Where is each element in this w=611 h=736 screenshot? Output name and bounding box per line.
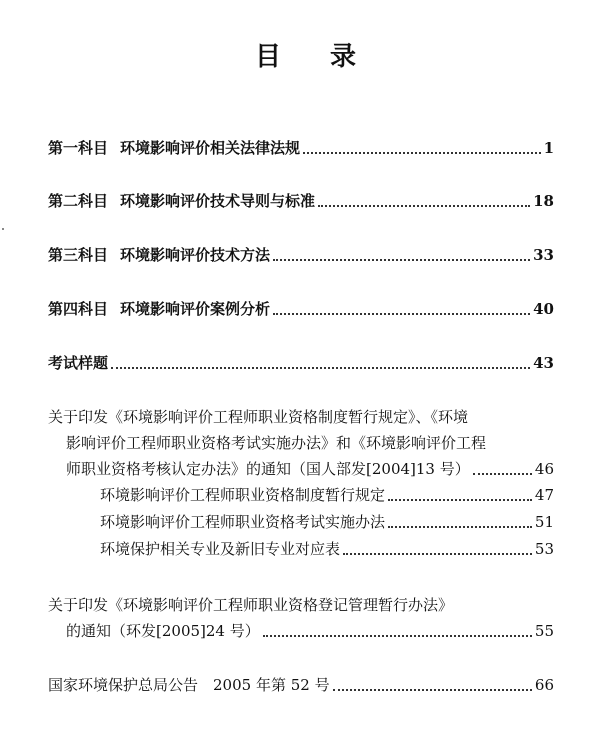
dot-leader: [273, 259, 530, 261]
dot-leader: [263, 635, 532, 637]
entry-label: 环境影响评价相关法律法规: [120, 139, 301, 157]
toc-entry-notice3[interactable]: [48, 675, 554, 695]
page-number: 47: [534, 486, 554, 504]
toc-entry-2[interactable]: [48, 191, 554, 211]
page-number: 66: [534, 676, 554, 694]
page-number: 46: [534, 460, 554, 478]
notice2-line-2: 的通知（环发[2005]24 号）: [66, 622, 260, 640]
dot-leader: [303, 152, 541, 154]
toc-subentry-3[interactable]: [100, 539, 554, 559]
page-number: 43: [533, 354, 554, 372]
notice2-line-1: 关于印发《环境影响评价工程师职业资格登记管理暂行办法》: [48, 596, 454, 614]
toc-subentry-1[interactable]: [100, 485, 554, 505]
page-number: 18: [533, 192, 554, 210]
dot-leader: [388, 526, 532, 528]
dot-leader: [473, 473, 532, 475]
entry-label: 环境保护相关专业及新旧专业对应表: [100, 540, 341, 558]
entry-label: 环境影响评价工程师职业资格考试实施办法: [100, 513, 386, 531]
toc-subentry-2[interactable]: [100, 512, 554, 532]
dot-leader: [273, 313, 530, 315]
toc-entry-notice1[interactable]: [66, 459, 554, 479]
page-number: 40: [533, 300, 554, 318]
page-title: 目 录: [254, 42, 377, 72]
page-number: 33: [533, 246, 554, 264]
dot-leader: [318, 205, 530, 207]
notice1-line-2: 影响评价工程师职业资格考试实施办法》和《环境影响评价工程: [66, 434, 487, 452]
toc-entry-3[interactable]: [48, 245, 554, 265]
entry-prefix: 第二科目: [48, 192, 109, 210]
page-number: 51: [534, 513, 554, 531]
entry-prefix: 第四科目: [48, 300, 109, 318]
toc-entry-1[interactable]: [48, 138, 554, 158]
entry-label: 考试样题: [48, 354, 109, 372]
notice1-line-3: 师职业资格考核认定办法》的通知（国人部发[2004]13 号）: [66, 460, 470, 478]
dot-leader: [388, 499, 532, 501]
entry-label: 环境影响评价技术导则与标准: [120, 192, 316, 210]
notice1-line-1: 关于印发《环境影响评价工程师职业资格制度暂行规定》、《环境: [48, 408, 469, 426]
entry-label: 国家环境保护总局公告 2005 年第 52 号: [48, 676, 330, 694]
dot-leader: [343, 553, 532, 555]
entry-prefix: 第三科目: [48, 246, 109, 264]
page-number: 53: [534, 540, 554, 558]
page-number: 55: [534, 622, 554, 640]
entry-label: 环境影响评价案例分析: [120, 300, 271, 318]
entry-label: 环境影响评价技术方法: [120, 246, 271, 264]
entry-label: 环境影响评价工程师职业资格制度暂行规定: [100, 486, 386, 504]
toc-entry-notice2[interactable]: [66, 621, 554, 641]
scan-speck: [2, 228, 4, 230]
page-number: 1: [543, 139, 554, 157]
entry-prefix: 第一科目: [48, 139, 109, 157]
toc-entry-5[interactable]: [48, 353, 554, 373]
dot-leader: [111, 367, 530, 369]
dot-leader: [333, 689, 532, 691]
toc-entry-4[interactable]: [48, 299, 554, 319]
